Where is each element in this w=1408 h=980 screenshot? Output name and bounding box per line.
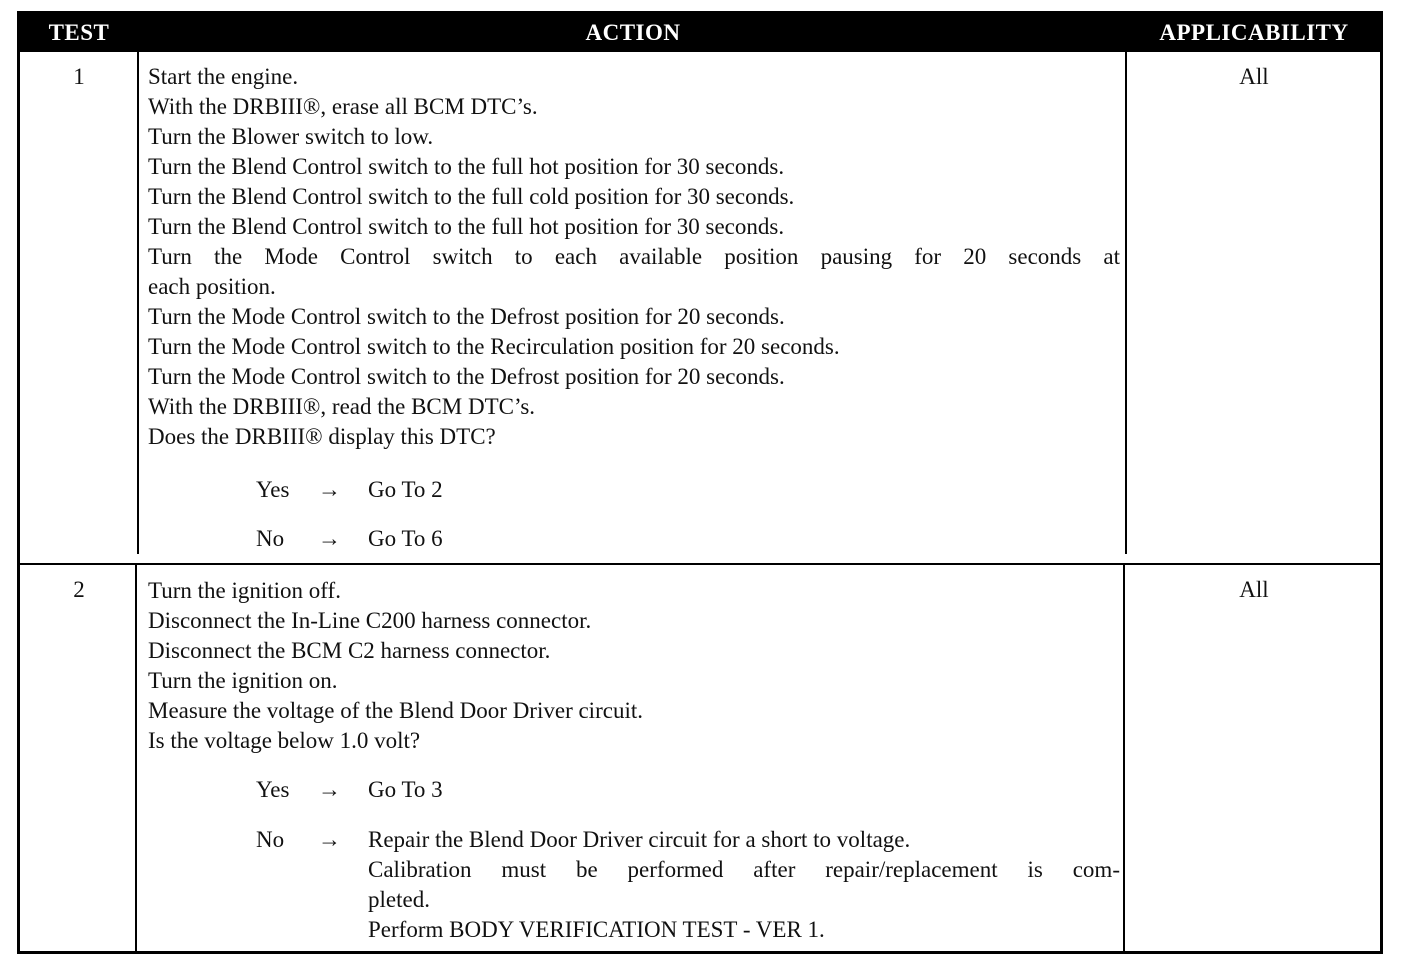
action-step: Turn the Mode Control switch to the Defrost position for 20 seconds. — [148, 364, 785, 389]
goto-link: Go To 6 — [368, 526, 443, 551]
action-step: Start the engine. — [148, 64, 299, 89]
arrow-right-icon: → — [318, 526, 341, 551]
no-label: No — [256, 526, 285, 551]
test-number: 1 — [73, 64, 85, 89]
action-step: Turn the Blend Control switch to the full hot position for 30 seconds. — [148, 154, 785, 179]
applicability-value: All — [1239, 577, 1269, 602]
action-steps — [148, 576, 1120, 756]
column-divider — [1125, 52, 1127, 554]
action-step: Turn the ignition on. — [148, 668, 338, 693]
action-step: Turn the Mode Control switch to each available position pausing for 20 seconds at — [148, 244, 1120, 269]
table-header — [20, 14, 1380, 52]
arrow-right-icon: → — [318, 477, 341, 502]
action-step: Disconnect the In-Line C200 harness connector. — [148, 608, 592, 633]
action-step: Turn the Mode Control switch to the Defrost position for 20 seconds. — [148, 304, 785, 329]
arrow-right-icon: → — [318, 827, 341, 852]
action-step: With the DRBIII®, erase all BCM DTC’s. — [148, 94, 538, 119]
no-label: No — [256, 827, 285, 852]
applicability-value: All — [1239, 64, 1269, 89]
action-step: Turn the Blend Control switch to the full hot position for 30 seconds. — [148, 214, 785, 239]
header-test: TEST — [48, 20, 110, 45]
instruction-line: pleted. — [368, 887, 430, 912]
repair-instructions — [368, 825, 1120, 945]
header-action: ACTION — [585, 20, 681, 45]
action-step: Turn the Mode Control switch to the Recirculation position for 20 seconds. — [148, 334, 840, 359]
goto-link: Go To 2 — [368, 477, 443, 502]
diagnostic-test-table — [17, 11, 1383, 954]
column-divider — [135, 565, 137, 951]
action-step: Disconnect the BCM C2 harness connector. — [148, 638, 551, 663]
column-divider — [1123, 565, 1125, 951]
test-number: 2 — [73, 577, 85, 602]
action-step: each position. — [148, 274, 276, 299]
instruction-line: Perform BODY VERIFICATION TEST - VER 1. — [368, 917, 825, 942]
arrow-right-icon: → — [318, 777, 341, 802]
action-step: Measure the voltage of the Blend Door Driver circuit. — [148, 698, 643, 723]
row-divider — [20, 563, 1380, 565]
yes-label: Yes — [256, 777, 290, 802]
instruction-line: Repair the Blend Door Driver circuit for a short to voltage. — [368, 827, 911, 852]
action-step: Turn the Blend Control switch to the full cold position for 30 seconds. — [148, 184, 795, 209]
action-step: Turn the Blower switch to low. — [148, 124, 434, 149]
column-divider — [137, 52, 139, 554]
header-applicability: APPLICABILITY — [1159, 20, 1349, 45]
goto-link: Go To 3 — [368, 777, 443, 802]
instruction-line: Calibration must be performed after repair/replacement is com- — [368, 857, 1120, 882]
action-step: Does the DRBIII® display this DTC? — [148, 424, 496, 449]
yes-label: Yes — [256, 477, 290, 502]
action-step: With the DRBIII®, read the BCM DTC’s. — [148, 394, 536, 419]
action-steps — [148, 62, 1120, 452]
action-step: Turn the ignition off. — [148, 578, 341, 603]
action-step: Is the voltage below 1.0 volt? — [148, 728, 421, 753]
